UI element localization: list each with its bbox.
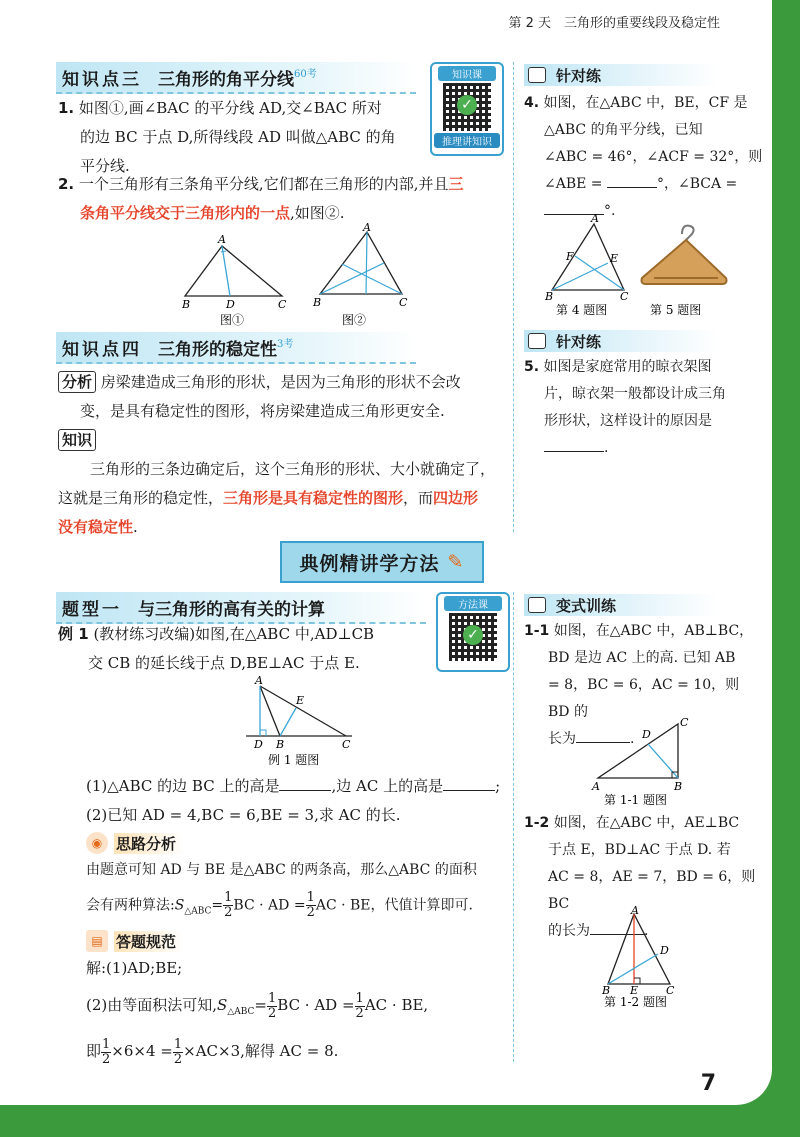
- fig2-label-B: B: [313, 296, 322, 309]
- text-line: 的边 BC 于点 D,所得线段 AD 叫做△ABC 的角: [80, 128, 396, 146]
- knowledge-tag: 知识: [58, 429, 96, 451]
- text-line: 如图是家庭常用的晾衣架图: [543, 359, 712, 375]
- column-divider: [513, 592, 514, 1062]
- text-line: 三角形的三条边确定后，这个三角形的形状、大小就确定了，: [90, 460, 496, 478]
- section-heading-4: [56, 332, 416, 364]
- text-line: ∠ABE =: [544, 176, 603, 192]
- text-line: °，∠BCA =: [656, 176, 738, 192]
- method-banner: [280, 541, 484, 583]
- qr-top-label: 方法课: [444, 596, 502, 611]
- fig5-caption: 第 5 题图: [650, 303, 702, 317]
- fig12-caption: 第 1-2 题图: [604, 995, 667, 1009]
- text-line: 如图，在△ABC 中，AE⊥BC: [553, 815, 740, 831]
- fig1-label-B: B: [182, 298, 191, 311]
- text-line: ，而: [403, 489, 434, 507]
- fig4-caption: 第 4 题图: [556, 303, 608, 317]
- analysis-block: [58, 368, 508, 426]
- fig12-label-A: A: [631, 904, 639, 917]
- text-line: °.: [604, 203, 616, 219]
- figure-1-1: [590, 716, 700, 808]
- tag-label: 针对练: [556, 66, 602, 85]
- text-line: ×AC×3,解得 AC = 8.: [183, 1042, 339, 1060]
- text-line: .: [644, 923, 649, 939]
- fig11-label-C: C: [680, 716, 689, 729]
- text-line: (1)△ABC 的边 BC 上的高是: [86, 777, 280, 795]
- fig4-label-B: B: [545, 290, 554, 303]
- section-title: 三角形的稳定性: [158, 339, 277, 360]
- fig11-label-B: B: [674, 780, 683, 793]
- text-line: 交 CB 的延长线于点 D,BE⊥AC 于点 E.: [88, 654, 360, 672]
- ex1-caption: 例 1 题图: [268, 753, 320, 767]
- text-line: 的长为: [548, 923, 590, 939]
- answer-blank[interactable]: [544, 451, 604, 452]
- text-line: (2)已知 AD = 4,BC = 6,BE = 3,求 AC 的长.: [86, 806, 401, 824]
- text-line: 解:(1)AD;BE;: [86, 959, 183, 977]
- thinking-analysis-text: [86, 856, 516, 926]
- fig1-label-D: D: [226, 298, 235, 311]
- text-line: ,如图②.: [290, 204, 345, 222]
- text-line: (教材练习改编)如图,在△ABC 中,AD⊥CB: [93, 625, 375, 643]
- item-number: 1.: [58, 99, 75, 117]
- qr-card-knowledge[interactable]: [430, 62, 504, 156]
- text-line: 房梁建造成三角形的形状，是因为三角形的形状不会改: [100, 373, 461, 391]
- fig11-label-A: A: [592, 780, 600, 793]
- text-line: 如图，在△ABC 中，AB⊥BC，: [553, 623, 754, 639]
- knowledge-block: [58, 426, 510, 542]
- text-line: 这就是三角形的稳定性，: [58, 489, 224, 507]
- highlight-text: 没有稳定性: [58, 518, 134, 536]
- text-line: AC · BE，代值计算即可.: [315, 897, 473, 914]
- fig4-label-E: E: [610, 252, 619, 265]
- analysis-tag: 分析: [58, 371, 96, 393]
- tag-label: 变式训练: [556, 596, 617, 615]
- qr-top-label: 知识课: [438, 66, 496, 81]
- example-1: [58, 620, 438, 678]
- text-line: ×6×4 =: [111, 1042, 173, 1060]
- text-line: 一个三角形有三条角平分线,它们都在三角形的内部,并且: [78, 175, 449, 193]
- text-line: .: [630, 731, 635, 747]
- fig12-label-B: B: [602, 984, 611, 997]
- exam-count: 3考: [277, 338, 294, 350]
- text-line: BD 是边 AC 上的高. 已知 AB: [548, 650, 736, 666]
- fraction-half: $\frac{1}{2}$: [306, 890, 315, 920]
- text-line: BC · AD =: [233, 897, 306, 914]
- answer-blank[interactable]: [607, 187, 657, 188]
- text-line: 变，是具有稳定性的图形，将房梁建造成三角形更安全.: [80, 402, 445, 420]
- text-line: ∠ABC = 46°，∠ACF = 32°，则: [544, 149, 763, 165]
- fig2-label-A: A: [363, 221, 371, 234]
- hand-pointer-icon: [528, 333, 546, 349]
- example-1-questions: [86, 772, 516, 830]
- fig12-label-C: C: [666, 984, 675, 997]
- check-icon: ✓: [463, 625, 483, 645]
- figure-4: [540, 212, 640, 318]
- text-line: 会有两种算法:: [86, 897, 175, 914]
- text-line: 由题意可知 AD 与 BE 是△ABC 的两条高，那么△ABC 的面积: [86, 862, 477, 878]
- fraction-half: $\frac{1}{2}$: [102, 1036, 111, 1067]
- figure-1: [181, 233, 287, 327]
- fraction-half: $\frac{1}{2}$: [267, 990, 277, 1021]
- text-line: 于点 E，BD⊥AC 于点 D. 若: [548, 842, 731, 858]
- check-icon: ✓: [457, 95, 477, 115]
- exercise-4: [524, 90, 764, 225]
- question-type-label: 题型一: [62, 599, 122, 620]
- item-number: 2.: [58, 175, 75, 193]
- qr-code-icon: [443, 83, 491, 131]
- highlight-text: 三角形是具有稳定性的图形: [223, 489, 404, 507]
- item-number: 1-2: [524, 815, 550, 831]
- fig1-label-C: C: [278, 298, 287, 311]
- page-header: 第 2 天 三角形的重要线段及稳定性: [508, 16, 720, 31]
- subheading-title: 答题规范: [114, 931, 184, 952]
- item-number: 4.: [524, 95, 540, 111]
- fig11-caption: 第 1-1 题图: [604, 793, 667, 807]
- knowledge-point-label: 知识点四: [62, 339, 142, 360]
- text-line: AC · BE,: [364, 996, 429, 1014]
- area-subscript: △ABC: [184, 906, 212, 917]
- text-line: ;: [495, 777, 501, 795]
- fig11-label-D: D: [642, 728, 651, 741]
- area-symbol: S: [174, 897, 185, 914]
- subheading-title: 思路分析: [114, 833, 184, 854]
- highlight-text: 三: [448, 175, 464, 193]
- variant-training-tag: [524, 594, 718, 616]
- text-line: 即: [86, 1042, 102, 1060]
- knowledge-point-label: 知识点三: [62, 69, 142, 90]
- fig2-label-C: C: [399, 296, 408, 309]
- text-line: = 8，BC = 6，AC = 10，则 BD 的: [548, 677, 740, 720]
- fig12-label-D: D: [660, 944, 669, 957]
- page-number: 7: [700, 1071, 716, 1096]
- text-line: =: [211, 897, 224, 914]
- figure-5-hanger: [636, 222, 732, 318]
- text-line: 长为: [548, 731, 576, 747]
- text-line: 如图，在△ABC 中，BE，CF 是: [543, 95, 748, 111]
- figure-2: [312, 221, 408, 327]
- section-title: 三角形的角平分线: [158, 69, 294, 90]
- text-line: AC = 8，AE = 7，BD = 6，则 BC: [548, 869, 756, 912]
- ex1-label-D: D: [254, 738, 263, 751]
- lightbulb-icon: ◉: [86, 832, 108, 854]
- text-line: 形形状，这样设计的原因是: [544, 413, 712, 429]
- text-line: .: [604, 440, 609, 456]
- thinking-analysis-heading: [86, 832, 184, 854]
- area-symbol: S: [217, 996, 228, 1014]
- text-line: ,边 AC 上的高是: [331, 777, 444, 795]
- figure-example-1: [240, 676, 360, 768]
- fig4-label-A: A: [591, 212, 599, 225]
- text-line: △ABC 的角平分线，已知: [544, 122, 703, 138]
- hand-pointer-icon: [528, 597, 546, 613]
- fig4-label-C: C: [620, 290, 629, 303]
- qr-code-icon: [449, 613, 497, 661]
- calendar-icon: ▤: [86, 930, 108, 952]
- text-line: .: [133, 518, 138, 536]
- highlight-text: 四边形: [433, 489, 479, 507]
- answer-blank[interactable]: [279, 790, 331, 791]
- figures-angle-bisectors: [170, 221, 430, 328]
- area-subscript: △ABC: [227, 1007, 255, 1017]
- tag-label: 针对练: [556, 332, 602, 351]
- ex1-label-A: A: [255, 674, 263, 687]
- fraction-half: $\frac{1}{2}$: [224, 890, 233, 920]
- item-number: 5.: [524, 359, 540, 375]
- fraction-half: $\frac{1}{2}$: [355, 990, 364, 1021]
- fraction-half: $\frac{1}{2}$: [173, 1036, 183, 1067]
- highlight-text: 条角平分线交于三角形内的一点: [80, 204, 291, 222]
- paragraph-1: [58, 94, 428, 181]
- answer-blank[interactable]: [443, 790, 495, 791]
- fig2-caption: 图②: [342, 313, 367, 327]
- answer-standard-heading: [86, 930, 184, 952]
- text-line: (2)由等面积法可知,: [86, 996, 218, 1014]
- banner-title: 典例精讲学方法: [299, 552, 440, 575]
- exercise-5: [524, 354, 764, 462]
- ex1-label-B: B: [276, 738, 285, 751]
- fig12-label-E: E: [630, 984, 639, 997]
- example-label: 例 1: [58, 625, 89, 643]
- item-number: 1-1: [524, 623, 550, 639]
- question-type-title: 与三角形的高有关的计算: [138, 599, 325, 620]
- section-heading-3: [56, 62, 416, 94]
- exam-count: 60考: [294, 68, 317, 80]
- fig1-label-A: A: [218, 233, 226, 246]
- qr-card-method[interactable]: [436, 592, 510, 672]
- ex1-label-E: E: [296, 694, 305, 707]
- practice-tag-2: [524, 330, 718, 352]
- pencil-icon: ✎: [447, 551, 465, 573]
- practice-tag-1: [524, 64, 718, 86]
- text-line: 平分线.: [80, 157, 130, 175]
- fig4-label-F: F: [566, 250, 574, 263]
- text-line: 片，晾衣架一般都设计成三角: [544, 386, 726, 402]
- figure-1-2: [600, 904, 700, 1010]
- column-divider: [513, 62, 514, 532]
- fig1-caption: 图①: [220, 313, 245, 327]
- answer-text: [86, 954, 516, 1067]
- text-line: 如图①,画∠BAC 的平分线 AD,交∠BAC 所对: [78, 99, 382, 117]
- hand-pointer-icon: [528, 67, 546, 83]
- qr-bottom-label: 推理讲知识: [434, 133, 500, 148]
- text-line: =: [254, 996, 267, 1014]
- ex1-label-C: C: [342, 738, 351, 751]
- paragraph-2: [58, 170, 508, 228]
- text-line: BC · AD =: [277, 996, 355, 1014]
